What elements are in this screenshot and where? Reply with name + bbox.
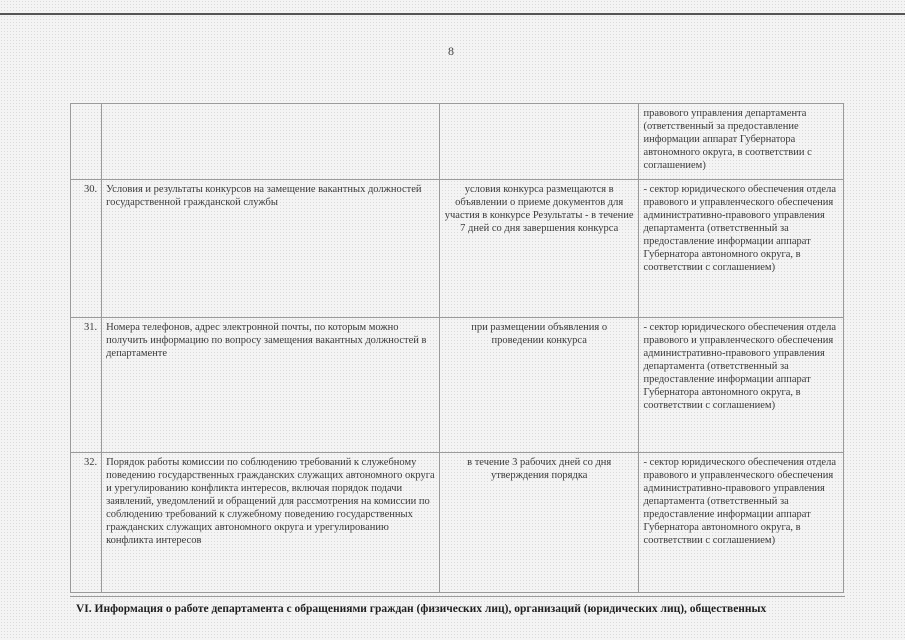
row-number [71,104,102,180]
timing-cell: при размещении объявления о проведении конкурса [439,318,639,453]
table-bottom-rule [70,596,845,597]
info-cell: Порядок работы комиссии по соблюдению требований к служебному поведению государственных гражданских служащих автономного округа и урегулированию конфликта интересов, включая порядок подачи заявлений, уведомлений и обращений для рассмотрения на комиссии по соблюдению требований к служебному поведению государственных гражданских служащих автономного округа и урегулированию конфликта интересов [102,453,440,593]
table-row [71,453,844,593]
responsible-cell: - сектор юридического обеспечения отдела правового и управленческого обеспечения административно-правового управления департамента (ответственный за предоставление информации аппарат Губернатора автономного округа, в соответствии с соглашением) [639,180,844,318]
timing-cell: в течение 3 рабочих дней со дня утверждения порядка [439,453,639,593]
row-number: 30. [71,180,102,318]
responsible-cell: - сектор юридического обеспечения отдела правового и управленческого обеспечения административно-правового управления департамента (ответственный за предоставление информации аппарат Губернатора автономного округа, в соответствии с соглашением) [639,318,844,453]
table-row [71,180,844,318]
row-number: 31. [71,318,102,453]
table-row [71,104,844,180]
info-cell: Номера телефонов, адрес электронной почты, по которым можно получить информацию по вопросу замещения вакантных должностей в департаменте [102,318,440,453]
page-number: 8 [448,44,454,58]
information-table [70,103,844,593]
responsible-cell: правового управления департамента (ответственный за предоставление информации аппарат Губернатора автономного округа, в соответствии с соглашением) [639,104,844,180]
table-row [71,318,844,453]
section-heading: VI. Информация о работе департамента с обращениями граждан (физических лиц), организаций (юридических лиц), общественных [76,603,767,615]
top-rule [0,13,905,15]
timing-cell [439,104,639,180]
info-cell [102,104,440,180]
info-cell: Условия и результаты конкурсов на замещение вакантных должностей государственной гражданской службы [102,180,440,318]
responsible-cell: - сектор юридического обеспечения отдела правового и управленческого обеспечения административно-правового управления департамента (ответственный за предоставление информации аппарат Губернатора автономного округа, в соответствии с соглашением) [639,453,844,593]
row-number: 32. [71,453,102,593]
timing-cell: условия конкурса размещаются в объявлении о приеме документов для участия в конкурсе Результаты - в течение 7 дней со дня завершения конкурса [439,180,639,318]
